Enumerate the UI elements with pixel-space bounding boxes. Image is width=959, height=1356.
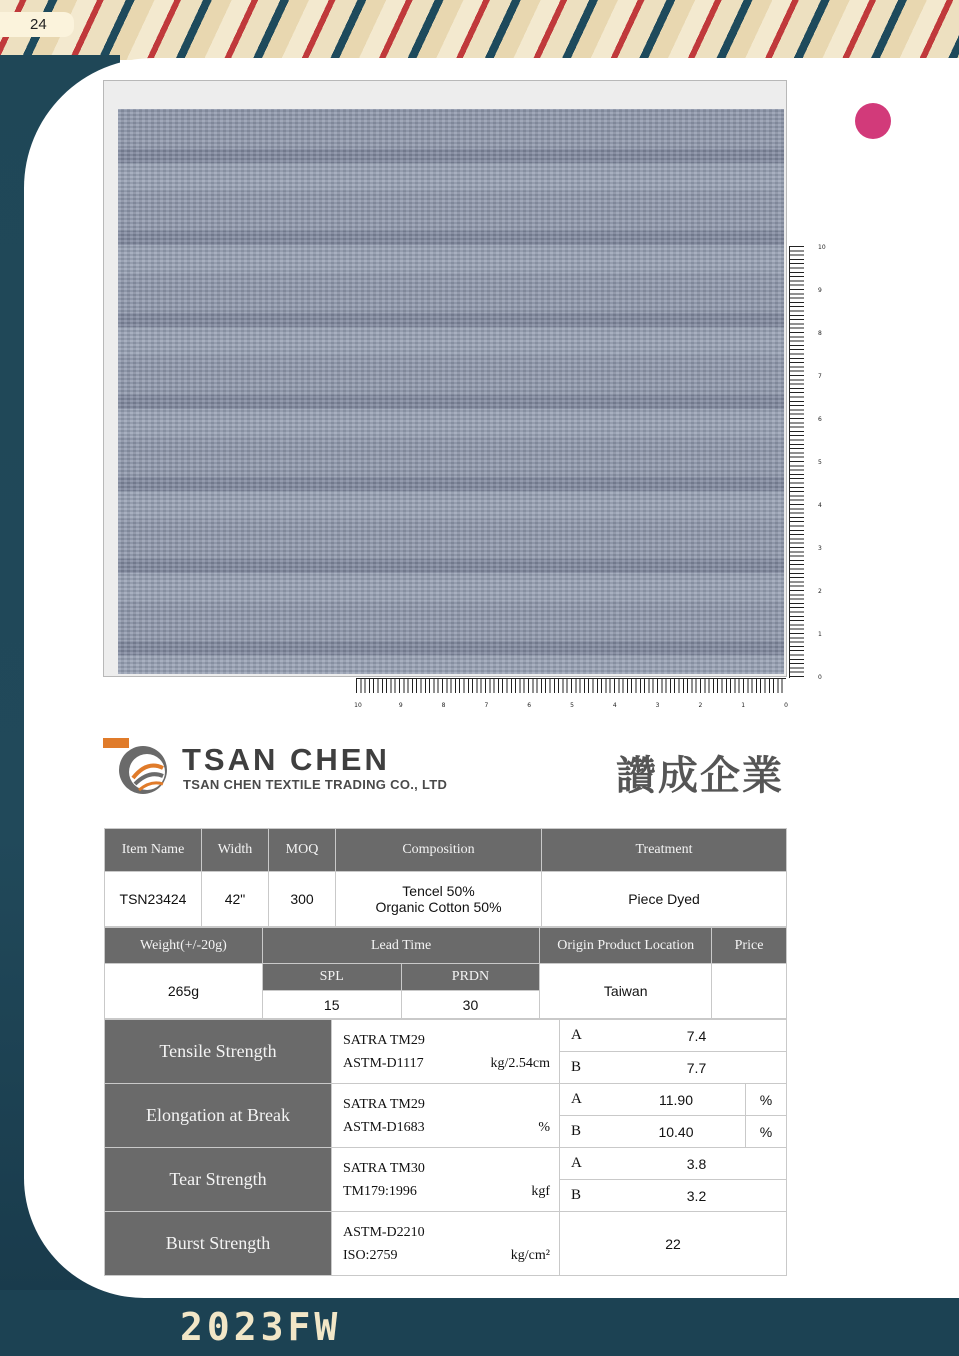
season-label: 2023FW <box>180 1305 342 1349</box>
width-value: 42" <box>202 872 269 927</box>
tensile-a-label: A <box>560 1020 608 1052</box>
spl-value: 15 <box>262 991 401 1019</box>
ruler-horizontal-tick: 10 <box>354 702 362 709</box>
origin-value: Taiwan <box>540 964 712 1019</box>
elongation-a-label: A <box>560 1084 608 1116</box>
color-dot <box>855 103 891 139</box>
ruler-vertical-tick: 8 <box>818 330 822 337</box>
fabric-swatch <box>103 80 787 677</box>
lead-time-table <box>104 927 787 1019</box>
brand-name: TSAN CHEN <box>182 742 390 777</box>
burst-strength-label: Burst Strength <box>105 1212 332 1276</box>
elongation-method <box>332 1084 560 1148</box>
spec-table <box>104 828 787 927</box>
tear-method <box>332 1148 560 1212</box>
tear-method-2: TM179:1996 <box>343 1183 417 1199</box>
composition-line-1: Tencel 50% <box>402 883 475 899</box>
ruler-horizontal-tick: 1 <box>741 702 746 709</box>
burst-unit: kg/cm² <box>510 1248 550 1263</box>
header-lead-time: Lead Time <box>262 928 540 964</box>
test-results-table <box>104 1019 787 1276</box>
treatment-value: Piece Dyed <box>542 872 787 927</box>
ruler-vertical-tick: 7 <box>818 373 822 380</box>
ruler-horizontal-tick: 6 <box>527 702 532 709</box>
ruler-horizontal-tick: 0 <box>784 702 788 709</box>
ruler-vertical-tick: 3 <box>818 545 822 552</box>
tensile-method-1: SATRA TM29 <box>343 1032 425 1048</box>
tensile-b-label: B <box>560 1052 608 1084</box>
tear-unit: kgf <box>531 1184 550 1199</box>
ruler-horizontal-tick: 2 <box>698 702 703 709</box>
tear-b-value: 3.2 <box>607 1180 787 1212</box>
header-pattern <box>0 0 959 60</box>
ruler-horizontal-tick: 8 <box>441 702 446 709</box>
burst-value: 22 <box>560 1212 787 1276</box>
header-treatment: Treatment <box>542 829 787 872</box>
tsan-chen-logo-icon <box>103 738 169 798</box>
elongation-method-1: SATRA TM29 <box>343 1096 425 1112</box>
tear-strength-label: Tear Strength <box>105 1148 332 1212</box>
price-value <box>712 964 787 1019</box>
header-moq: MOQ <box>269 829 336 872</box>
ruler-vertical-tick: 9 <box>818 287 822 294</box>
tensile-strength-label: Tensile Strength <box>105 1020 332 1084</box>
tensile-method-2: ASTM-D1117 <box>343 1055 424 1071</box>
tear-b-label: B <box>560 1180 608 1212</box>
brand-subtitle: TSAN CHEN TEXTILE TRADING CO., LTD <box>183 777 448 792</box>
header-spl: SPL <box>262 964 401 991</box>
elongation-a-unit: % <box>746 1084 787 1116</box>
ruler-vertical-tick: 2 <box>818 588 822 595</box>
elongation-method-2: ASTM-D1683 <box>343 1119 425 1135</box>
ruler-horizontal-tick: 9 <box>398 702 403 709</box>
burst-method <box>332 1212 560 1276</box>
ruler-horizontal-tick: 7 <box>484 702 489 709</box>
moq-value: 300 <box>269 872 336 927</box>
elongation-label: Elongation at Break <box>105 1084 332 1148</box>
elongation-a-value: 11.90 <box>607 1084 746 1116</box>
weight-value: 265g <box>105 964 263 1019</box>
header-item-name: Item Name <box>105 829 202 872</box>
header-prdn: PRDN <box>401 964 540 991</box>
tear-method-1: SATRA TM30 <box>343 1160 425 1176</box>
tear-a-value: 3.8 <box>607 1148 787 1180</box>
header-width: Width <box>202 829 269 872</box>
item-name-value: TSN23424 <box>105 872 202 927</box>
vertical-ruler <box>789 246 804 678</box>
elongation-unit: % <box>538 1120 550 1135</box>
header-origin: Origin Product Location <box>540 928 712 964</box>
ruler-vertical-tick: 4 <box>818 502 822 509</box>
tensile-a-value: 7.4 <box>607 1020 787 1052</box>
ruler-horizontal-tick: 5 <box>570 702 574 709</box>
burst-method-1: ASTM-D2210 <box>343 1224 425 1240</box>
ruler-vertical-tick: 6 <box>818 416 822 423</box>
header-weight: Weight(+/-20g) <box>105 928 263 964</box>
ruler-vertical-tick: 10 <box>818 244 826 251</box>
elongation-b-label: B <box>560 1116 608 1148</box>
ruler-vertical-tick: 0 <box>818 674 822 681</box>
composition-value <box>336 872 542 927</box>
page-number: 24 <box>0 12 74 37</box>
burst-method-2: ISO:2759 <box>343 1247 398 1263</box>
composition-line-2: Organic Cotton 50% <box>375 899 502 915</box>
ruler-horizontal-tick: 3 <box>655 702 660 709</box>
tensile-b-value: 7.7 <box>607 1052 787 1084</box>
fabric-image <box>118 109 784 674</box>
tensile-method <box>332 1020 560 1084</box>
ruler-horizontal-tick: 4 <box>612 702 617 709</box>
tensile-unit: kg/2.54cm <box>490 1056 550 1071</box>
brand-chinese-name: 讚成企業 <box>616 754 784 798</box>
elongation-b-unit: % <box>746 1116 787 1148</box>
ruler-vertical-tick: 5 <box>818 459 822 466</box>
ruler-vertical-tick: 1 <box>818 631 822 638</box>
prdn-value: 30 <box>401 991 540 1019</box>
elongation-b-value: 10.40 <box>607 1116 746 1148</box>
tear-a-label: A <box>560 1148 608 1180</box>
header-price: Price <box>712 928 787 964</box>
horizontal-ruler <box>356 678 786 693</box>
footer-band <box>0 1290 959 1356</box>
header-composition: Composition <box>336 829 542 872</box>
